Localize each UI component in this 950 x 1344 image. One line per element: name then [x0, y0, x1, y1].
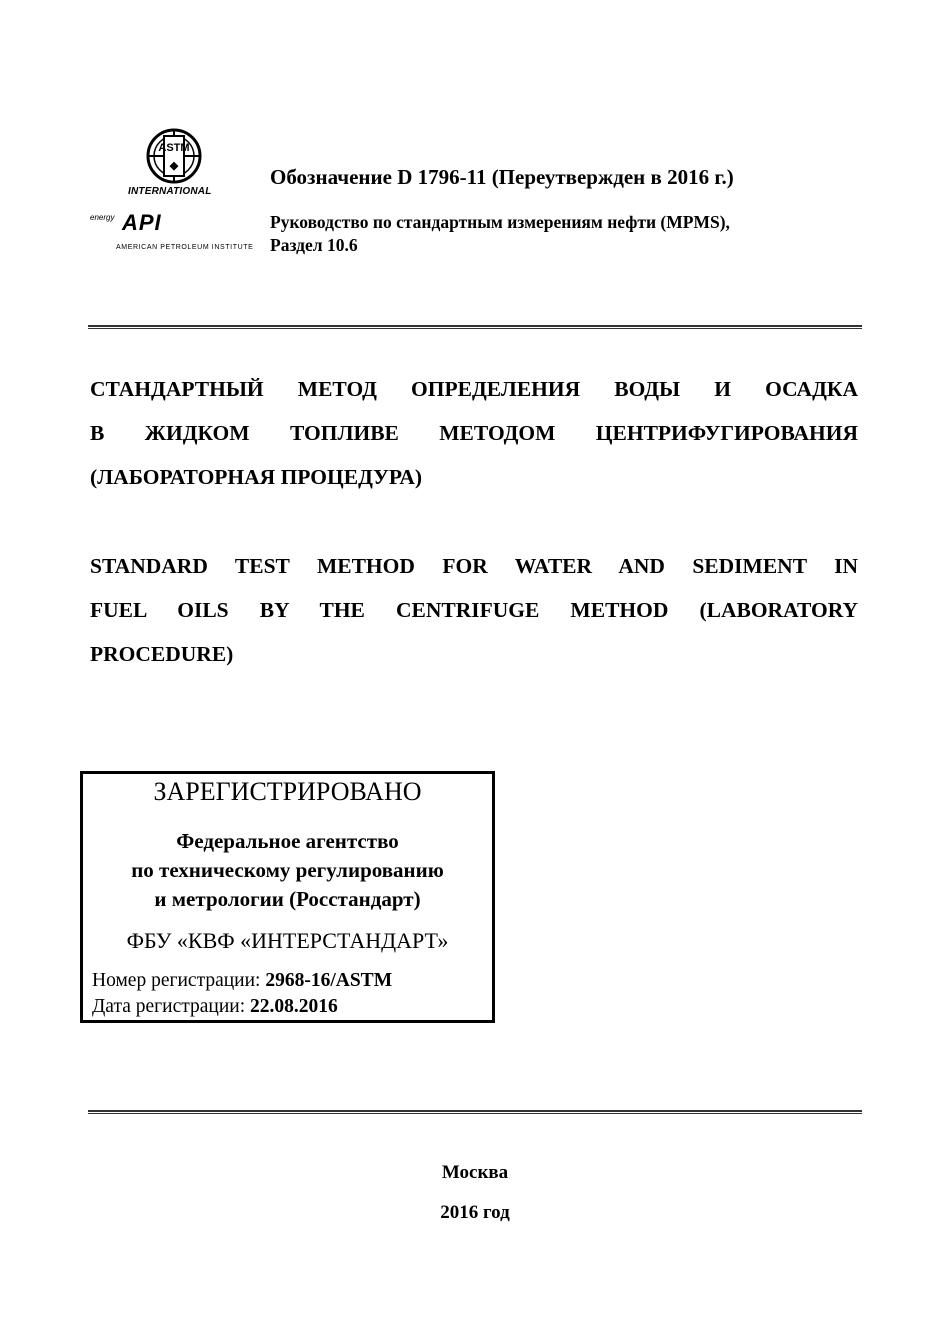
registration-agency-line: по техническому регулированию: [131, 858, 444, 882]
document-designation: Обозначение D 1796-11 (Переутвержден в 2016 г.): [270, 165, 734, 189]
registration-agency: [83, 827, 492, 914]
registration-heading: ЗАРЕГИСТРИРОВАНО: [153, 777, 422, 806]
registration-number-value: 2968-16/ASTM: [265, 970, 393, 991]
top-divider: [88, 325, 862, 329]
title-russian: [90, 367, 858, 499]
registration-date-label: Дата регистрации:: [92, 996, 246, 1017]
title-english-line: FUEL OILS BY THE CENTRIFUGE METHOD (LABORATORY: [90, 598, 858, 622]
title-russian-line: В ЖИДКОМ ТОПЛИВЕ МЕТОДОМ ЦЕНТРИФУГИРОВАНИЯ: [90, 421, 858, 445]
svg-text:◆: ◆: [169, 160, 179, 172]
api-energy-label: energy: [90, 213, 115, 222]
registration-date-value: 22.08.2016: [250, 996, 338, 1017]
registration-organization: ФБУ «КВФ «ИНТЕРСТАНДАРТ»: [126, 928, 449, 953]
title-russian-line: (ЛАБОРАТОРНАЯ ПРОЦЕДУРА): [90, 465, 423, 489]
bottom-divider: [88, 1110, 862, 1114]
publication-year: 2016 год: [440, 1202, 510, 1223]
api-logo-text: API: [122, 210, 162, 235]
api-caption: AMERICAN PETROLEUM INSTITUTE: [116, 244, 254, 251]
registration-number: [92, 970, 392, 992]
manual-reference: [270, 211, 730, 257]
astm-international-label: INTERNATIONAL: [128, 186, 212, 197]
title-russian-line: СТАНДАРТНЫЙ МЕТОД ОПРЕДЕЛЕНИЯ ВОДЫ И ОСАДКА: [90, 377, 858, 401]
registration-stamp: [80, 771, 495, 1023]
astm-logo-text: ASTM: [158, 142, 190, 154]
publisher-logos: [88, 122, 253, 262]
registration-number-label: Номер регистрации:: [92, 970, 261, 991]
title-english: [90, 544, 858, 676]
registration-agency-line: Федеральное агентство: [176, 829, 399, 853]
publication-city: Москва: [441, 1162, 509, 1183]
registration-date: [92, 996, 338, 1018]
title-english-line: PROCEDURE): [90, 642, 234, 666]
manual-reference-line: Руководство по стандартным измерениям нефти (MPMS),: [270, 212, 730, 232]
manual-reference-section: Раздел 10.6: [270, 235, 358, 255]
title-english-line: STANDARD TEST METHOD FOR WATER AND SEDIMENT IN: [90, 554, 858, 578]
registration-agency-line: и метрологии (Росстандарт): [154, 887, 421, 911]
